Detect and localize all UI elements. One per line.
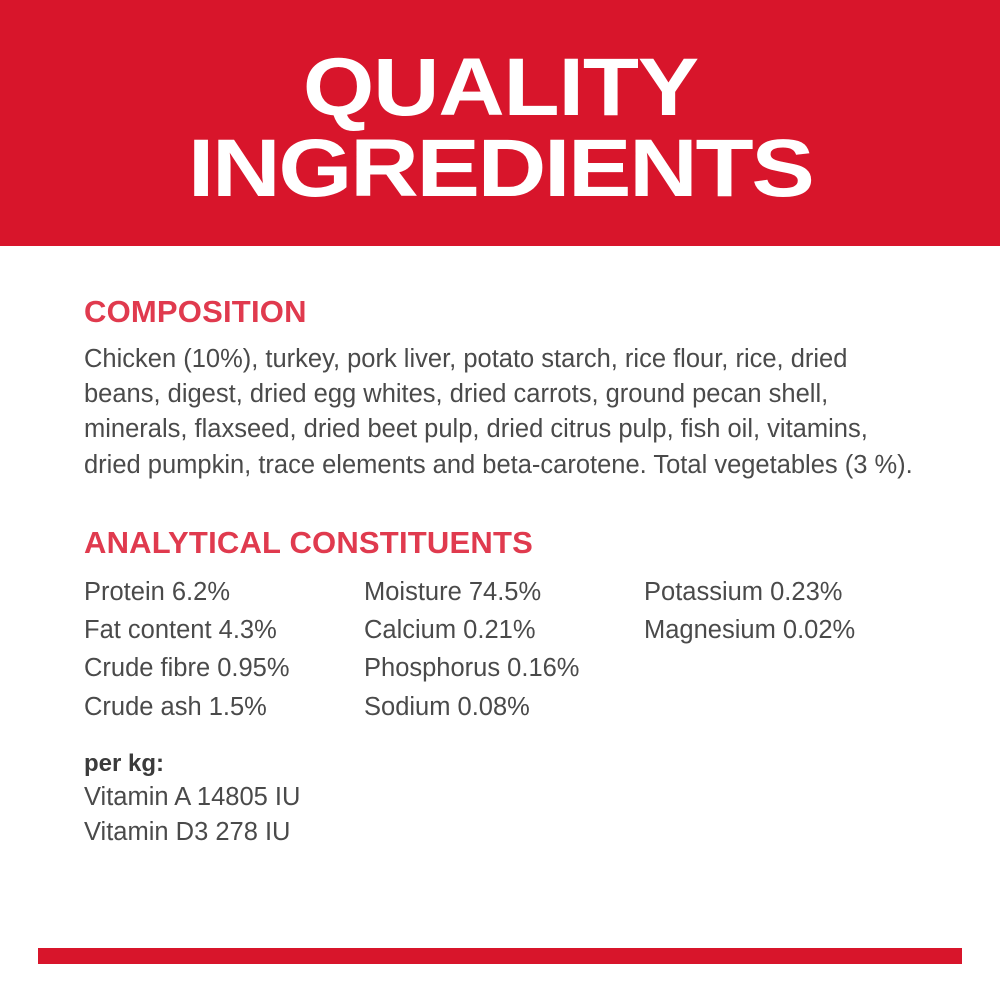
analytical-constituents-heading: ANALYTICAL CONSTITUENTS — [84, 524, 533, 560]
per-kg-section — [84, 750, 916, 850]
constituent-item: Phosphorus 0.16% — [364, 654, 580, 683]
constituent-item-empty — [644, 649, 916, 687]
composition-text: Chicken (10%), turkey, pork liver, potato starch, rice flour, rice, dried beans, digest, dried egg whites, dried carrots, ground pecan shell, minerals, flaxseed, dried beet pulp, dried citrus pulp, fish oil, vitamins, dried pumpkin, trace elements and beta-carotene. Total vegetables (3 %). — [84, 345, 913, 479]
per-kg-label: per kg: — [84, 749, 165, 777]
footer-accent-bar — [38, 948, 962, 964]
constituent-item: Potassium 0.23% — [644, 577, 843, 606]
constituent-item: Calcium 0.21% — [364, 616, 536, 644]
constituent-item: Moisture 74.5% — [364, 577, 542, 606]
vitamin-item: Vitamin A 14805 IU — [84, 782, 301, 811]
constituent-item: Fat content 4.3% — [84, 616, 277, 644]
constituent-item-empty — [644, 688, 916, 726]
constituent-item: Protein 6.2% — [84, 577, 231, 606]
analytical-constituents-section — [84, 525, 916, 726]
constituent-item: Sodium 0.08% — [364, 692, 530, 721]
composition-section — [84, 294, 916, 483]
banner-title-line-2: INGREDIENTS — [187, 123, 813, 214]
banner-title-line-1: QUALITY — [302, 41, 698, 133]
vitamin-item: Vitamin D3 278 IU — [84, 817, 291, 846]
constituent-item: Crude fibre 0.95% — [84, 654, 290, 683]
composition-heading: COMPOSITION — [84, 294, 307, 329]
constituents-grid — [84, 573, 916, 726]
content-area — [0, 246, 1000, 850]
constituent-item: Magnesium 0.02% — [644, 616, 856, 644]
header-banner — [0, 0, 1000, 246]
constituent-item: Crude ash 1.5% — [84, 692, 267, 721]
